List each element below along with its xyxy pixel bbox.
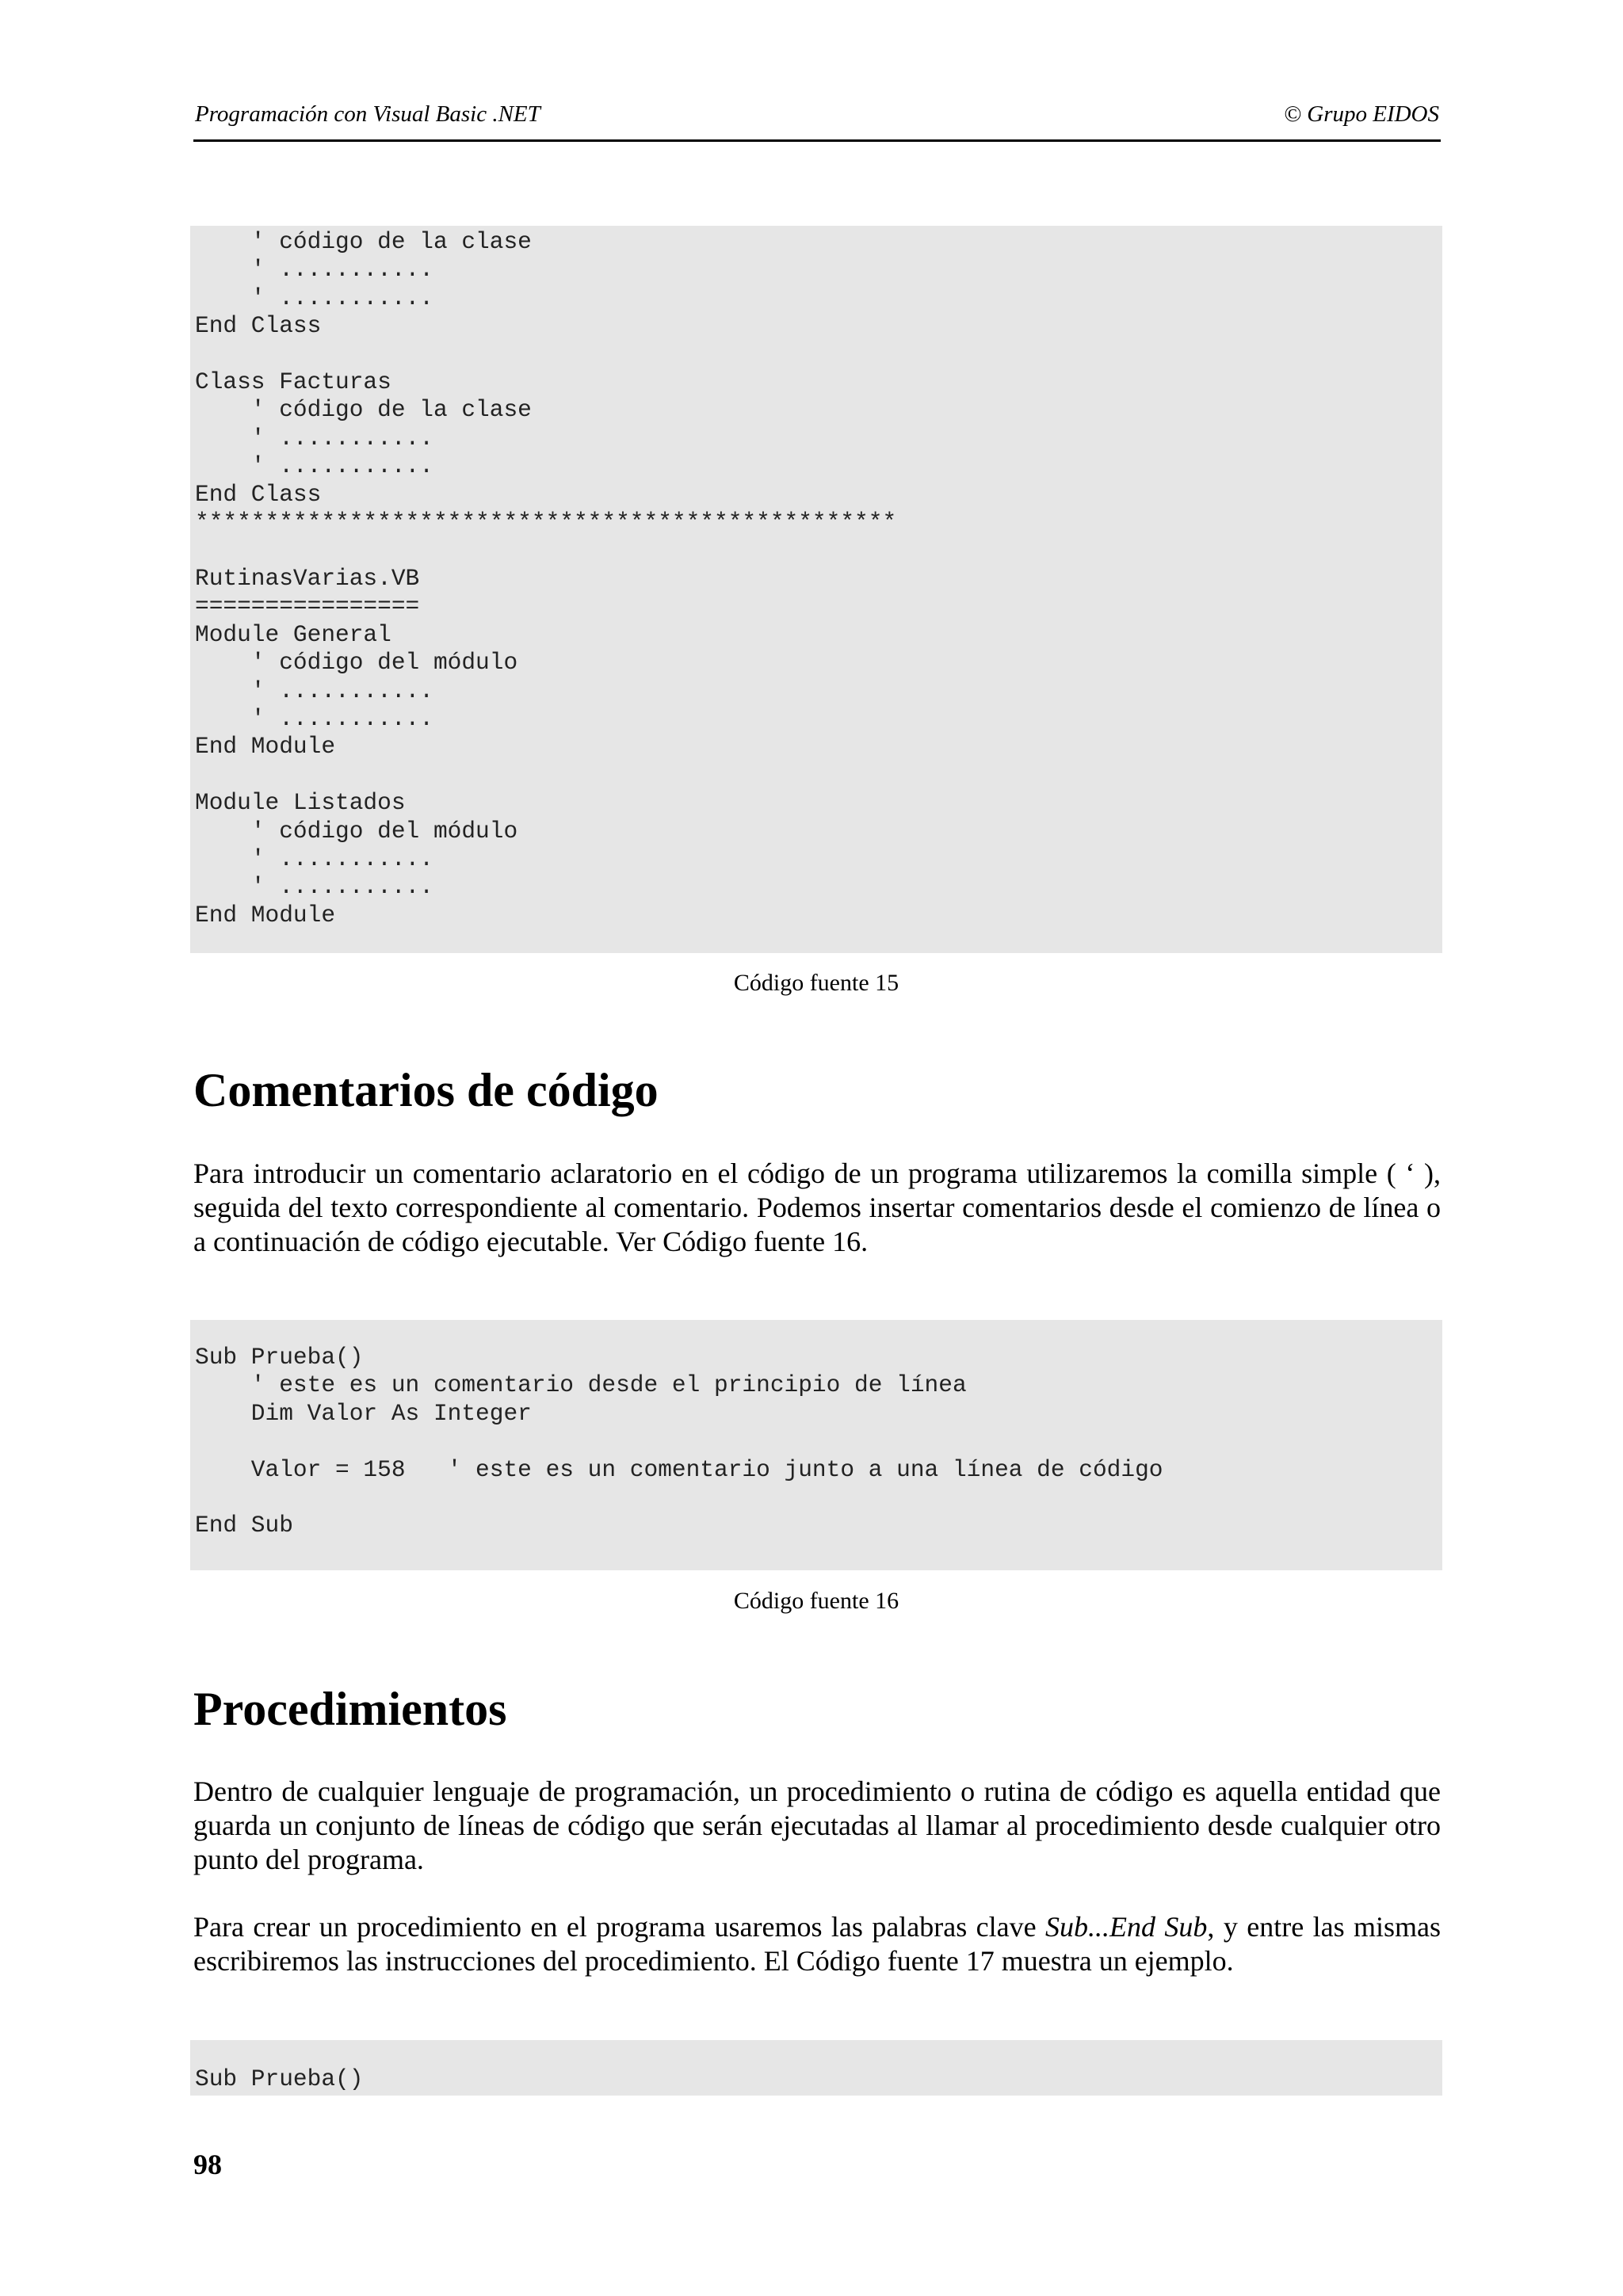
code-caption-15: Código fuente 15 [733,970,899,996]
procedures-paragraph-2 [193,1910,1441,1978]
code-listing-15: ' código de la clase ' ........... ' ........... End Class Class Facturas ' código de la clase ' ........... ' ........... End Class ************************************************** RutinasVarias.VB ================ Module General ' código del módulo ' ........... ' ........... End Module Module Listados ' código del módulo ' ........... ' ........... End Module [195,228,897,929]
procedures-paragraph-1: Dentro de cualquier lenguaje de programación, un procedimiento o rutina de código es aquella entidad que guarda un conjunto de líneas de código que serán ejecutadas al llamar al procedimiento desde cualquier otro punto del programa. [193,1775,1441,1875]
sub-end-sub-keyword: Sub...End Sub [1045,1911,1208,1943]
header-book-title: Programación con Visual Basic .NET [195,101,540,127]
code-block-17 [190,2040,1442,2096]
header-publisher: © Grupo EIDOS [1283,101,1439,127]
paragraph-2-text-start: Para crear un procedimiento en el programa usaremos las palabras clave [193,1911,1046,1943]
code-listing-17: Sub Prueba() [195,2065,364,2092]
comments-paragraph: Para introducir un comentario aclaratorio en el código de un programa utilizaremos la comilla simple ( ‘ ), seguida del texto correspondiente al comentario. Podemos insertar comentarios desde el comienzo de línea o a continuación de código ejecutable. Ver Código fuente 16. [193,1158,1441,1257]
page-number: 98 [193,2149,222,2180]
code-listing-16: Sub Prueba() ' este es un comentario desde el principio de línea Dim Valor As Integer Valor = 158 ' este es un comentario junto a una línea de código End Sub [195,1344,1163,1539]
code-caption-16: Código fuente 16 [733,1588,899,1614]
section-heading-procedures: Procedimientos [193,1683,507,1735]
code-block-15 [190,226,1442,953]
page-header [193,90,1441,142]
paragraph-2-text-end: , y entre las mismas escribiremos las instrucciones del procedimiento. El Código fuente 17 muestra un ejemplo. [193,1911,1441,1977]
section-heading-comments: Comentarios de código [193,1064,659,1116]
code-block-16 [190,1320,1442,1570]
